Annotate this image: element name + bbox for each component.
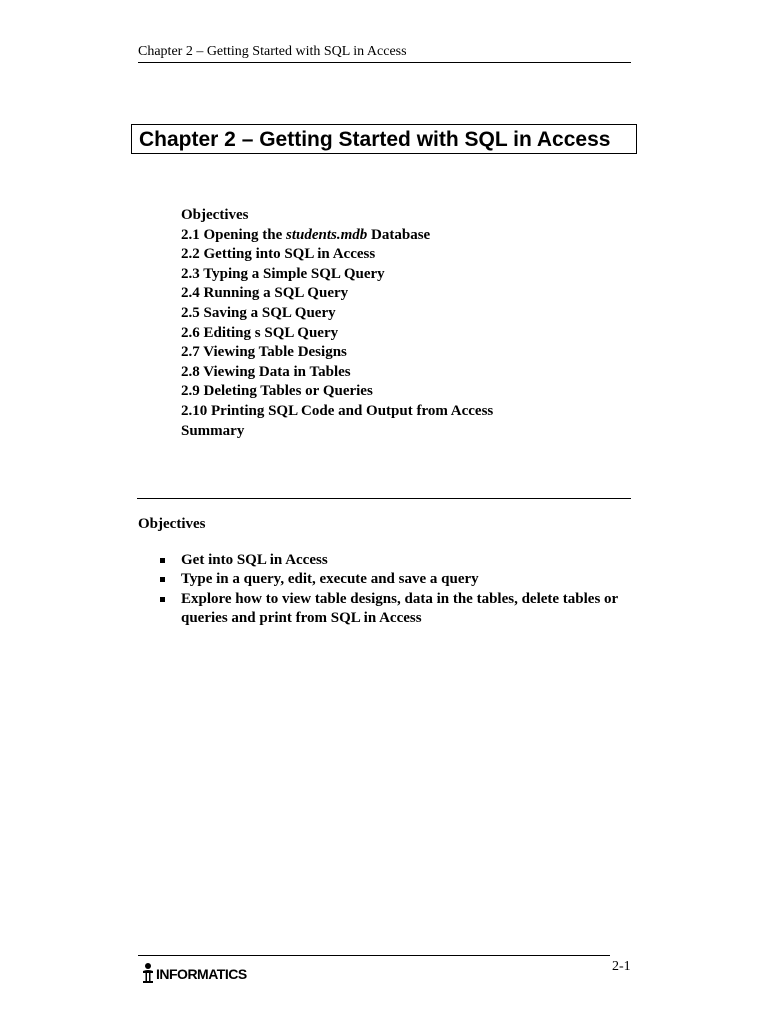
- running-header: [138, 43, 631, 63]
- toc-item-emphasis: students.mdb: [286, 226, 368, 243]
- footer-rule: [138, 955, 610, 956]
- toc-item: 2.8 Viewing Data in Tables: [181, 363, 351, 380]
- toc-item: 2.3 Typing a Simple SQL Query: [181, 265, 385, 282]
- toc-item: 2.2 Getting into SQL in Access: [181, 246, 376, 263]
- toc-item: 2.4 Running a SQL Query: [181, 285, 349, 302]
- toc-item: 2.5 Saving a SQL Query: [181, 304, 336, 321]
- toc-item: 2.7 Viewing Table Designs: [181, 344, 347, 361]
- toc-item: 2.1 Opening the students.mdb Database: [181, 226, 431, 243]
- square-bullet-icon: [160, 597, 165, 602]
- section-divider: [137, 498, 631, 499]
- square-bullet-icon: [160, 577, 165, 582]
- objective-text: Get into SQL in Access: [181, 552, 328, 568]
- toc-item: 2.9 Deleting Tables or Queries: [181, 383, 373, 400]
- objective-item: [160, 570, 640, 589]
- square-bullet-icon: [160, 558, 165, 563]
- toc-item: Summary: [181, 422, 245, 439]
- page-number: 2-1: [612, 959, 631, 974]
- objective-item: [160, 551, 640, 570]
- chapter-title: Chapter 2 – Getting Started with SQL in Access: [139, 128, 611, 151]
- informatics-logo-icon: [141, 962, 155, 984]
- toc-item: 2.6 Editing s SQL Query: [181, 324, 339, 341]
- logo-text: INFORMATICS: [156, 966, 247, 982]
- objective-text: Type in a query, edit, execute and save a query: [181, 571, 479, 588]
- toc-item: 2.10 Printing SQL Code and Output from Access: [181, 402, 494, 419]
- objective-text: Explore how to view table designs, data in the tables, delete tables or queries and print from SQL in Access: [181, 590, 618, 626]
- objective-item: [160, 590, 640, 629]
- table-of-contents: [181, 206, 493, 441]
- running-header-title: Chapter 2 – Getting Started with SQL in Access: [138, 44, 407, 59]
- objectives-list: [160, 551, 640, 628]
- informatics-logo: [141, 960, 247, 984]
- toc-item: Objectives: [181, 207, 249, 223]
- objectives-heading: Objectives: [138, 516, 206, 532]
- chapter-title-box: [131, 124, 637, 154]
